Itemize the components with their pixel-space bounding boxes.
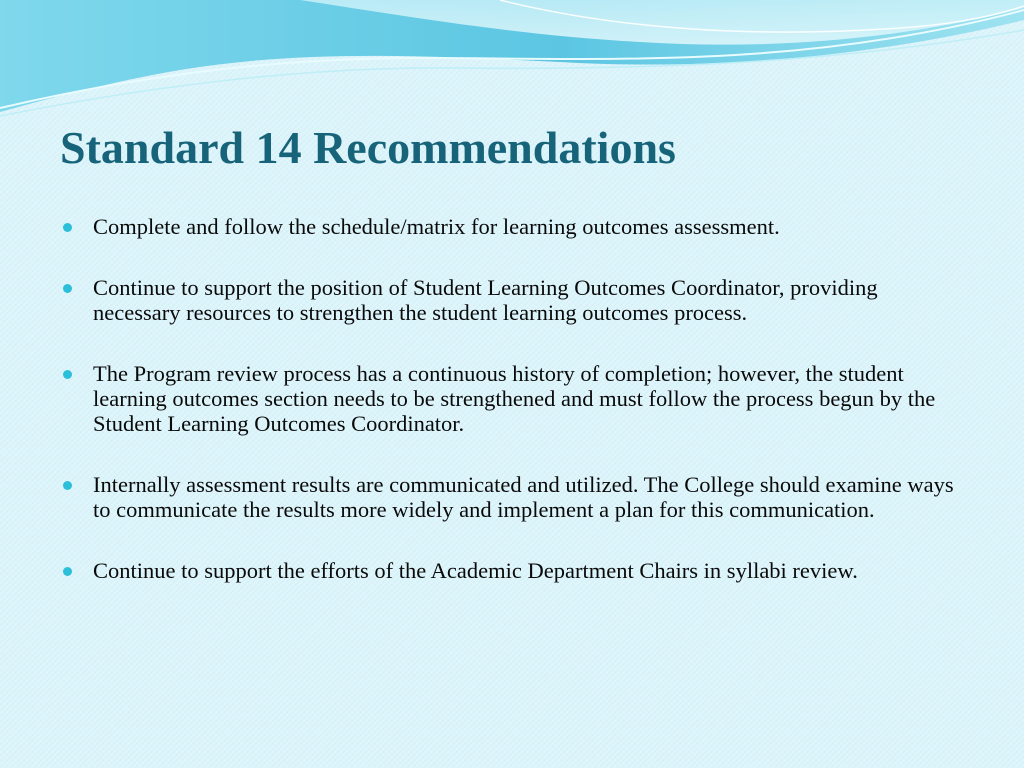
bullet-item <box>62 361 967 436</box>
bullet-item <box>62 558 967 583</box>
bullet-item <box>62 275 967 325</box>
bullet-marker-icon <box>63 370 72 379</box>
bullet-list <box>62 214 967 619</box>
bullet-text: The Program review process has a continuous history of completion; however, the student learning outcomes section needs to be strengthened and must follow the process begun by the Student Learning Outcomes Coordinator. <box>93 361 936 436</box>
header-wave-decoration <box>0 0 1024 130</box>
bullet-marker-icon <box>63 223 72 232</box>
bullet-text: Continue to support the position of Student Learning Outcomes Coordinator, providing necessary resources to strengthen the student learning outcomes process. <box>93 275 878 325</box>
bullet-text: Internally assessment results are communicated and utilized. The College should examine ways to communicate the results more widely and implement a plan for this communication. <box>93 472 954 522</box>
bullet-marker-icon <box>63 481 72 490</box>
slide-title: Standard 14 Recommendations <box>60 122 676 173</box>
bullet-marker-icon <box>63 284 72 293</box>
bullet-marker-icon <box>63 567 72 576</box>
bullet-item <box>62 472 967 522</box>
bullet-text: Continue to support the efforts of the Academic Department Chairs in syllabi review. <box>93 558 858 583</box>
bullet-text: Complete and follow the schedule/matrix for learning outcomes assessment. <box>93 214 780 239</box>
bullet-item <box>62 214 967 239</box>
